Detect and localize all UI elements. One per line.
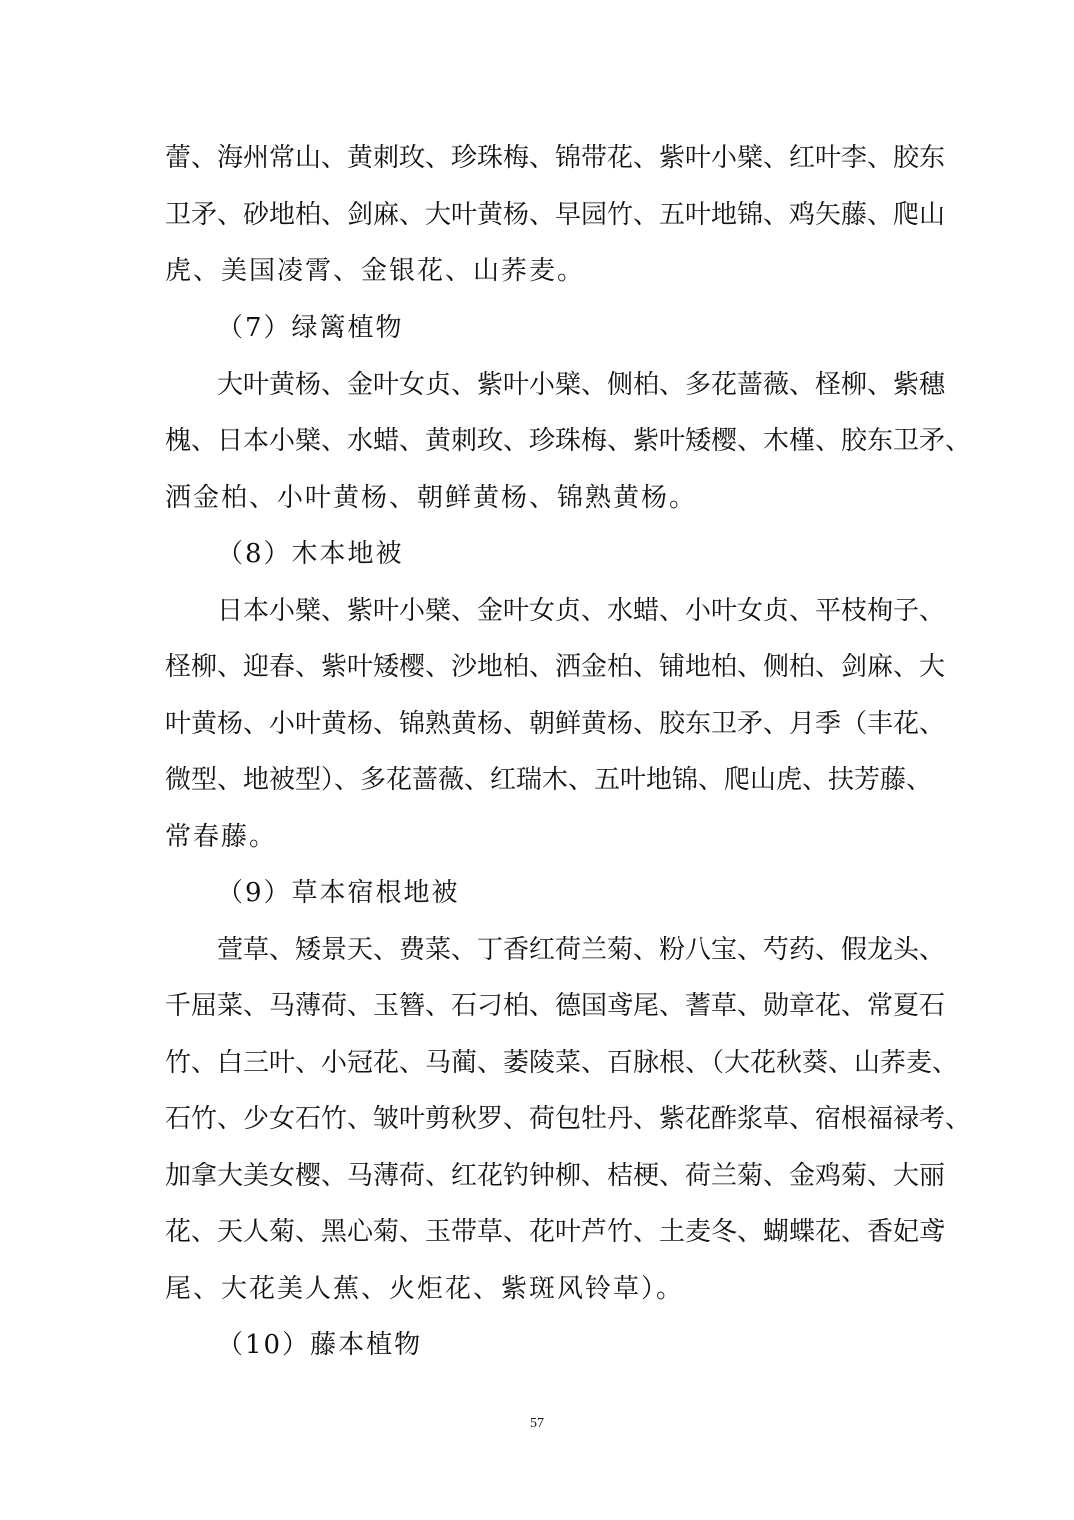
text-line: 竹、白三叶、小冠花、马蔺、萎陵菜、百脉根、（大花秋葵、山荞麦、 (165, 1048, 959, 1078)
text-line: 加拿大美女樱、马薄荷、红花钓钟柳、桔梗、荷兰菊、金鸡菊、大丽 (165, 1161, 946, 1191)
text-line: 常春藤。 (165, 822, 278, 852)
section-heading: （10）藤本植物 (217, 1330, 423, 1360)
text-line: 叶黄杨、小叶黄杨、锦熟黄杨、朝鲜黄杨、胶东卫矛、月季（丰花、 (165, 709, 946, 739)
text-line: 千屈菜、马薄荷、玉簪、石刁柏、德国鸢尾、蓍草、勋章花、常夏石 (165, 991, 946, 1021)
section-heading: （7）绿篱植物 (217, 313, 404, 343)
text-line: 蕾、海州常山、黄刺玫、珍珠梅、锦带花、紫叶小檗、红叶李、胶东 (165, 143, 946, 173)
text-line: 花、天人菊、黑心菊、玉带草、花叶芦竹、土麦冬、蝴蝶花、香妃鸢 (165, 1217, 946, 1247)
text-line: 尾、大花美人蕉、火炬花、紫斑风铃草）。 (165, 1274, 685, 1304)
page-number: 57 (530, 1416, 544, 1431)
text-line: 柽柳、迎春、紫叶矮樱、沙地柏、洒金柏、铺地柏、侧柏、剑麻、大 (165, 652, 946, 682)
text-line: 虎、美国凌霄、金银花、山荞麦。 (165, 256, 586, 286)
section-heading: （8）木本地被 (217, 539, 404, 569)
text-line: 萱草、矮景天、费菜、丁香红荷兰菊、粉八宝、芍药、假龙头、 (217, 935, 946, 965)
text-line: 卫矛、砂地柏、剑麻、大叶黄杨、早园竹、五叶地锦、鸡矢藤、爬山 (165, 200, 946, 230)
text-line: 槐、日本小檗、水蜡、黄刺玫、珍珠梅、紫叶矮樱、木槿、胶东卫矛、 (165, 426, 972, 456)
text-line: 微型、地被型）、多花蔷薇、红瑞木、五叶地锦、爬山虎、扶芳藤、 (165, 765, 933, 795)
section-heading: （9）草本宿根地被 (217, 878, 460, 908)
text-line: 洒金柏、小叶黄杨、朝鲜黄杨、锦熟黄杨。 (165, 483, 698, 513)
text-line: 石竹、少女石竹、皱叶剪秋罗、荷包牡丹、紫花酢浆草、宿根福禄考、 (165, 1104, 972, 1134)
text-line: 大叶黄杨、金叶女贞、紫叶小檗、侧柏、多花蔷薇、柽柳、紫穗 (217, 370, 946, 400)
text-line: 日本小檗、紫叶小檗、金叶女贞、水蜡、小叶女贞、平枝栒子、 (217, 596, 946, 626)
